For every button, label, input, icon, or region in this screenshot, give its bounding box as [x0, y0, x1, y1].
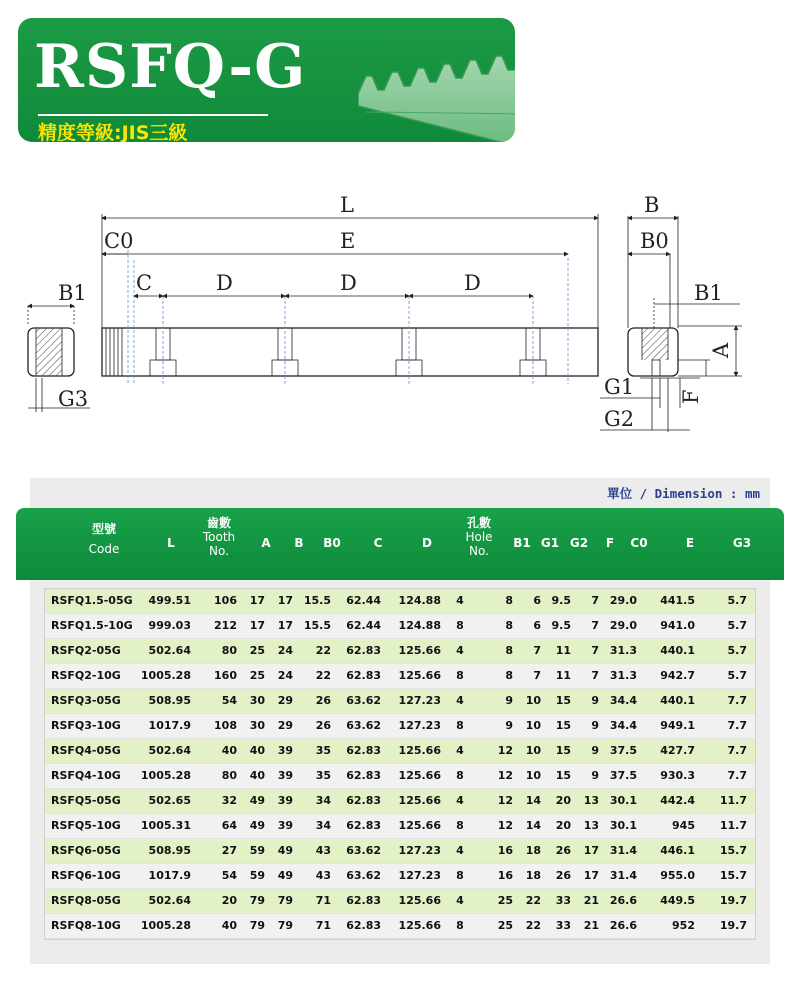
- cell-code: RSFQ4-05G: [51, 744, 121, 757]
- cell-A: 79: [249, 919, 265, 932]
- cell-L: 1005.28: [140, 669, 191, 682]
- cell-B1: 16: [497, 844, 513, 857]
- table-row: [45, 739, 755, 764]
- cell-B1: 12: [497, 744, 513, 757]
- table-row: [45, 664, 755, 689]
- dim-label-C: C: [136, 271, 153, 295]
- cell-hole: 8: [456, 669, 464, 682]
- cell-D: 125.66: [398, 794, 441, 807]
- header-L: L: [167, 536, 175, 550]
- header-F: F: [605, 536, 615, 550]
- cell-B1: 8: [505, 619, 513, 632]
- cell-A: 25: [249, 644, 265, 657]
- cell-C: 62.83: [346, 894, 381, 907]
- cell-B1: 8: [505, 669, 513, 682]
- cell-B1: 16: [497, 869, 513, 882]
- cell-C: 62.83: [346, 744, 381, 757]
- cell-tooth: 54: [221, 694, 237, 707]
- dim-label-F: F: [679, 389, 703, 404]
- cell-L: 502.64: [148, 894, 191, 907]
- cell-F: 7: [591, 669, 599, 682]
- cell-B1: 25: [497, 894, 513, 907]
- cell-D: 125.66: [398, 894, 441, 907]
- cell-L: 1017.9: [148, 869, 191, 882]
- cell-G3: 5.7: [727, 644, 747, 657]
- cell-L: 502.65: [148, 794, 191, 807]
- header-hole: 孔數 Hole No.: [465, 516, 493, 558]
- header-G2: G2: [569, 536, 589, 550]
- table-row: [45, 864, 755, 889]
- dim-label-D2: D: [340, 271, 357, 295]
- cell-G2: 9.5: [551, 619, 571, 632]
- dim-label-B0: B0: [640, 229, 669, 253]
- header-G3: G3: [732, 536, 752, 550]
- cell-tooth: 64: [221, 819, 237, 832]
- cell-B1: 8: [505, 594, 513, 607]
- cell-B0: 43: [315, 869, 331, 882]
- cell-E: 952: [672, 919, 695, 932]
- cell-D: 125.66: [398, 669, 441, 682]
- cell-A: 49: [249, 819, 265, 832]
- cell-A: 30: [249, 719, 265, 732]
- cell-code: RSFQ6-10G: [51, 869, 121, 882]
- cell-G1: 22: [525, 894, 541, 907]
- cell-C0: 37.5: [609, 744, 637, 757]
- cell-F: 21: [583, 919, 599, 932]
- cell-G3: 5.7: [727, 619, 747, 632]
- cell-B1: 12: [497, 819, 513, 832]
- cell-tooth: 54: [221, 869, 237, 882]
- cell-B: 49: [277, 844, 293, 857]
- cell-G2: 33: [555, 919, 571, 932]
- cell-E: 441.5: [660, 594, 695, 607]
- cell-B1: 25: [497, 919, 513, 932]
- cell-G1: 7: [533, 644, 541, 657]
- cell-C: 62.83: [346, 794, 381, 807]
- cell-G2: 9.5: [551, 594, 571, 607]
- rack-dimension-drawing: [0, 180, 800, 450]
- cell-E: 446.1: [660, 844, 695, 857]
- cell-F: 13: [583, 819, 599, 832]
- cell-G1: 10: [525, 719, 541, 732]
- cell-hole: 4: [456, 594, 464, 607]
- header-G1: G1: [540, 536, 560, 550]
- cell-D: 124.88: [398, 619, 441, 632]
- cell-hole: 8: [456, 869, 464, 882]
- table-row: [45, 764, 755, 789]
- cell-D: 125.66: [398, 769, 441, 782]
- cell-B0: 22: [315, 669, 331, 682]
- cell-hole: 8: [456, 719, 464, 732]
- header-B1: B1: [513, 536, 531, 550]
- cell-tooth: 80: [221, 644, 237, 657]
- cell-A: 30: [249, 694, 265, 707]
- cell-G3: 11.7: [719, 794, 747, 807]
- cell-B0: 22: [315, 644, 331, 657]
- cell-A: 25: [249, 669, 265, 682]
- cell-E: 449.5: [660, 894, 695, 907]
- cell-tooth: 108: [214, 719, 237, 732]
- cell-hole: 4: [456, 794, 464, 807]
- cell-B1: 9: [505, 694, 513, 707]
- cell-C: 62.83: [346, 769, 381, 782]
- dim-label-B1-right: B1: [694, 281, 723, 305]
- cell-E: 930.3: [660, 769, 695, 782]
- header-tooth: 齒數 Tooth No.: [202, 516, 236, 558]
- cell-G3: 7.7: [727, 744, 747, 757]
- cell-tooth: 27: [221, 844, 237, 857]
- cell-G2: 26: [555, 869, 571, 882]
- header-A: A: [261, 536, 271, 550]
- cell-G3: 19.7: [719, 894, 747, 907]
- cell-D: 125.66: [398, 644, 441, 657]
- cell-B0: 34: [315, 819, 331, 832]
- cell-C: 62.83: [346, 669, 381, 682]
- cell-C0: 34.4: [609, 694, 637, 707]
- cell-tooth: 40: [221, 919, 237, 932]
- cell-G3: 7.7: [727, 719, 747, 732]
- cell-code: RSFQ8-10G: [51, 919, 121, 932]
- cell-tooth: 32: [221, 794, 237, 807]
- cell-hole: 4: [456, 744, 464, 757]
- cell-B1: 8: [505, 644, 513, 657]
- cell-C0: 31.4: [609, 844, 637, 857]
- table-row: [45, 639, 755, 664]
- cell-B0: 34: [315, 794, 331, 807]
- cell-A: 79: [249, 894, 265, 907]
- cell-F: 9: [591, 694, 599, 707]
- table-row: [45, 689, 755, 714]
- cell-B: 39: [277, 744, 293, 757]
- cell-code: RSFQ1.5-05G: [51, 594, 133, 607]
- dim-label-D3: D: [464, 271, 481, 295]
- cell-tooth: 106: [214, 594, 237, 607]
- spec-table: [30, 478, 770, 964]
- cell-G1: 18: [525, 844, 541, 857]
- cell-hole: 8: [456, 919, 464, 932]
- cell-G3: 19.7: [719, 919, 747, 932]
- cell-F: 7: [591, 644, 599, 657]
- cell-L: 499.51: [148, 594, 191, 607]
- cell-B0: 35: [315, 769, 331, 782]
- cell-L: 1005.31: [140, 819, 191, 832]
- title-banner: [18, 18, 515, 142]
- cell-B: 24: [277, 669, 293, 682]
- cell-B1: 9: [505, 719, 513, 732]
- cell-hole: 4: [456, 694, 464, 707]
- cell-code: RSFQ5-10G: [51, 819, 121, 832]
- cell-A: 40: [249, 744, 265, 757]
- cell-G3: 15.7: [719, 844, 747, 857]
- dim-label-E: E: [340, 229, 356, 253]
- cell-E: 427.7: [660, 744, 695, 757]
- cell-B1: 12: [497, 794, 513, 807]
- cell-B: 29: [277, 719, 293, 732]
- cell-L: 999.03: [148, 619, 191, 632]
- header-C: C: [373, 536, 383, 550]
- table-row: [45, 814, 755, 839]
- cell-G2: 15: [555, 744, 571, 757]
- cell-B0: 26: [315, 694, 331, 707]
- dim-label-G1: G1: [604, 375, 635, 399]
- cell-code: RSFQ2-05G: [51, 644, 121, 657]
- cell-B0: 43: [315, 844, 331, 857]
- cell-D: 125.66: [398, 819, 441, 832]
- cell-C0: 31.3: [609, 669, 637, 682]
- cell-hole: 4: [456, 894, 464, 907]
- cell-B: 49: [277, 869, 293, 882]
- cell-F: 17: [583, 869, 599, 882]
- dim-label-L: L: [340, 193, 354, 217]
- title-underline: [38, 114, 268, 116]
- cell-G1: 18: [525, 869, 541, 882]
- cell-G2: 15: [555, 769, 571, 782]
- dim-label-C0: C0: [104, 229, 134, 253]
- cell-D: 125.66: [398, 744, 441, 757]
- cell-C: 63.62: [346, 719, 381, 732]
- cell-G1: 14: [525, 819, 541, 832]
- cell-E: 945: [672, 819, 695, 832]
- dim-label-G2: G2: [604, 407, 635, 431]
- table-row: [45, 839, 755, 864]
- cell-A: 17: [249, 594, 265, 607]
- product-title: RSFQ-G: [34, 32, 307, 102]
- cell-B: 79: [277, 919, 293, 932]
- table-row: [45, 714, 755, 739]
- dim-label-B: B: [644, 193, 660, 217]
- table-row: [45, 614, 755, 639]
- cell-hole: 4: [456, 844, 464, 857]
- cell-B0: 35: [315, 744, 331, 757]
- cell-G1: 10: [525, 769, 541, 782]
- cell-C0: 30.1: [609, 794, 637, 807]
- cell-C0: 30.1: [609, 819, 637, 832]
- cell-C0: 29.0: [609, 619, 637, 632]
- precision-grade-label: 精度等級:JIS三級: [38, 122, 188, 142]
- cell-C: 63.62: [346, 869, 381, 882]
- cell-G2: 15: [555, 719, 571, 732]
- cell-G2: 20: [555, 819, 571, 832]
- cell-C0: 31.3: [609, 644, 637, 657]
- gear-rack-icon: [358, 54, 515, 142]
- header-E: E: [685, 536, 695, 550]
- cell-G2: 33: [555, 894, 571, 907]
- cell-C0: 29.0: [609, 594, 637, 607]
- table-row: [45, 889, 755, 914]
- cell-D: 127.23: [398, 844, 441, 857]
- cell-B1: 12: [497, 769, 513, 782]
- cell-B: 39: [277, 769, 293, 782]
- cell-E: 440.1: [660, 694, 695, 707]
- cell-F: 7: [591, 619, 599, 632]
- cell-code: RSFQ6-05G: [51, 844, 121, 857]
- cell-L: 1005.28: [140, 919, 191, 932]
- cell-D: 125.66: [398, 919, 441, 932]
- cell-B: 39: [277, 794, 293, 807]
- cell-code: RSFQ3-05G: [51, 694, 121, 707]
- cell-F: 13: [583, 794, 599, 807]
- cell-F: 9: [591, 769, 599, 782]
- cell-G2: 26: [555, 844, 571, 857]
- cell-L: 502.64: [148, 744, 191, 757]
- cell-G1: 10: [525, 744, 541, 757]
- cell-B: 79: [277, 894, 293, 907]
- cell-code: RSFQ3-10G: [51, 719, 121, 732]
- cell-C: 62.44: [346, 594, 381, 607]
- cell-G2: 11: [555, 669, 571, 682]
- cell-G3: 11.7: [719, 819, 747, 832]
- cell-C: 63.62: [346, 694, 381, 707]
- cell-C: 62.83: [346, 819, 381, 832]
- cell-C: 63.62: [346, 844, 381, 857]
- cell-F: 17: [583, 844, 599, 857]
- cell-E: 955.0: [660, 869, 695, 882]
- cell-G3: 5.7: [727, 594, 747, 607]
- cell-G2: 20: [555, 794, 571, 807]
- cell-B0: 71: [315, 894, 331, 907]
- cell-A: 59: [249, 844, 265, 857]
- dim-label-D1: D: [216, 271, 233, 295]
- cell-B0: 26: [315, 719, 331, 732]
- cell-E: 942.7: [660, 669, 695, 682]
- header-D: D: [422, 536, 432, 550]
- cell-G2: 15: [555, 694, 571, 707]
- cell-L: 508.95: [148, 844, 191, 857]
- cell-F: 9: [591, 719, 599, 732]
- cell-F: 21: [583, 894, 599, 907]
- cell-tooth: 212: [214, 619, 237, 632]
- dim-label-B1-left: B1: [58, 281, 87, 305]
- cell-C: 62.44: [346, 619, 381, 632]
- cell-B0: 15.5: [303, 594, 331, 607]
- cell-tooth: 20: [221, 894, 237, 907]
- cell-L: 502.64: [148, 644, 191, 657]
- cell-C0: 34.4: [609, 719, 637, 732]
- cell-E: 442.4: [660, 794, 695, 807]
- cell-C0: 26.6: [609, 894, 637, 907]
- cell-F: 7: [591, 594, 599, 607]
- cell-hole: 8: [456, 819, 464, 832]
- cell-G1: 6: [533, 619, 541, 632]
- cell-code: RSFQ5-05G: [51, 794, 121, 807]
- cell-hole: 8: [456, 619, 464, 632]
- unit-label: 單位 / Dimension : mm: [607, 486, 760, 501]
- cell-B: 29: [277, 694, 293, 707]
- cell-code: RSFQ2-10G: [51, 669, 121, 682]
- cell-C: 62.83: [346, 919, 381, 932]
- cell-code: RSFQ4-10G: [51, 769, 121, 782]
- cell-C0: 37.5: [609, 769, 637, 782]
- cell-G3: 5.7: [727, 669, 747, 682]
- cell-B0: 15.5: [303, 619, 331, 632]
- header-B0: B0: [323, 536, 341, 550]
- cell-D: 127.23: [398, 719, 441, 732]
- cell-code: RSFQ1.5-10G: [51, 619, 133, 632]
- cell-B: 24: [277, 644, 293, 657]
- cell-hole: 4: [456, 644, 464, 657]
- cell-A: 49: [249, 794, 265, 807]
- cell-L: 508.95: [148, 694, 191, 707]
- cell-B: 17: [277, 619, 293, 632]
- cell-tooth: 80: [221, 769, 237, 782]
- cell-D: 124.88: [398, 594, 441, 607]
- cell-A: 17: [249, 619, 265, 632]
- table-row: [45, 789, 755, 814]
- cell-E: 440.1: [660, 644, 695, 657]
- dim-label-A: A: [709, 342, 733, 358]
- cell-B0: 71: [315, 919, 331, 932]
- cell-A: 40: [249, 769, 265, 782]
- table-header: [16, 508, 784, 580]
- table-row: [45, 589, 755, 614]
- cell-G2: 11: [555, 644, 571, 657]
- table-body: [44, 588, 756, 940]
- header-C0: C0: [630, 536, 648, 550]
- cell-A: 59: [249, 869, 265, 882]
- cell-tooth: 160: [214, 669, 237, 682]
- cell-C0: 31.4: [609, 869, 637, 882]
- cell-G3: 7.7: [727, 694, 747, 707]
- cell-L: 1005.28: [140, 769, 191, 782]
- cell-G3: 15.7: [719, 869, 747, 882]
- cell-hole: 8: [456, 769, 464, 782]
- cell-G1: 14: [525, 794, 541, 807]
- cell-E: 941.0: [660, 619, 695, 632]
- cell-G3: 7.7: [727, 769, 747, 782]
- header-code: 型號 Code: [88, 522, 120, 556]
- cell-code: RSFQ8-05G: [51, 894, 121, 907]
- cell-F: 9: [591, 744, 599, 757]
- cell-C: 62.83: [346, 644, 381, 657]
- cell-tooth: 40: [221, 744, 237, 757]
- cell-G1: 22: [525, 919, 541, 932]
- cell-B: 17: [277, 594, 293, 607]
- dim-label-G3: G3: [58, 387, 89, 411]
- cell-D: 127.23: [398, 694, 441, 707]
- cell-G1: 6: [533, 594, 541, 607]
- cell-B: 39: [277, 819, 293, 832]
- table-row: [45, 914, 755, 939]
- cell-G1: 10: [525, 694, 541, 707]
- cell-E: 949.1: [660, 719, 695, 732]
- cell-D: 127.23: [398, 869, 441, 882]
- cell-L: 1017.9: [148, 719, 191, 732]
- cell-C0: 26.6: [609, 919, 637, 932]
- cell-G1: 7: [533, 669, 541, 682]
- header-B: B: [294, 536, 304, 550]
